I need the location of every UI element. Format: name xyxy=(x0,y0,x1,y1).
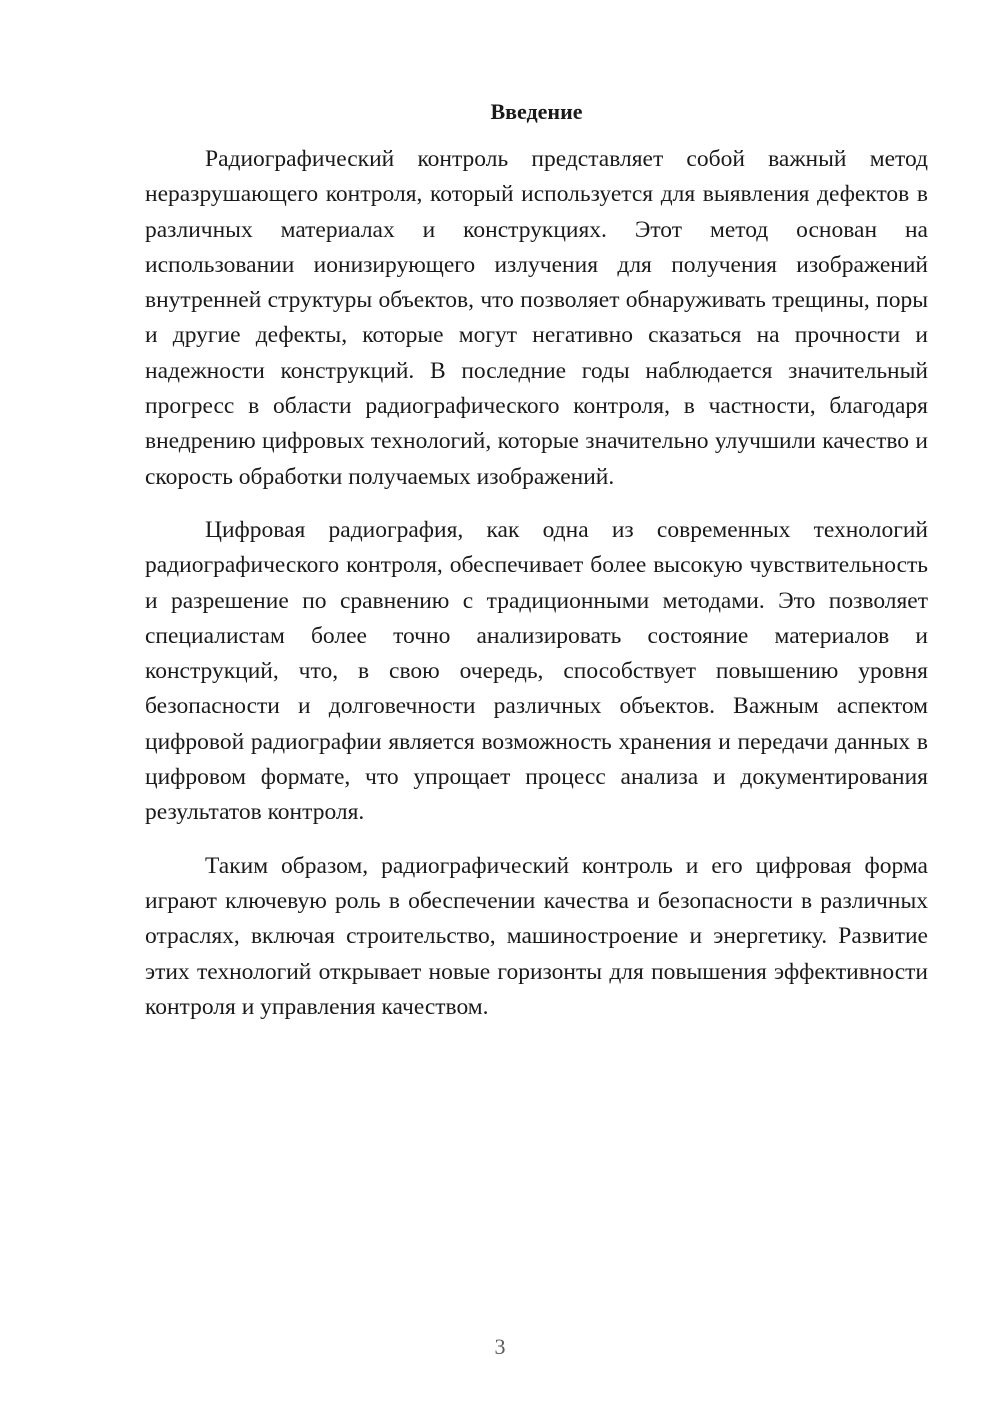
paragraph-conclusion: Таким образом, радиографический контроль и его цифровая форма играют ключевую роль в обеспечении качества и безопасности в различных отраслях, включая строительство, машиностроение и энергетику. Развитие этих технологий открывает новые горизонты для повышения эффективности контроля и управления качеством. xyxy=(145,852,928,1020)
page-number: 3 xyxy=(494,1334,506,1359)
paragraph-digital-radiography: Цифровая радиография, как одна из современных технологий радиографического контроля, обеспечивает более высокую чувствительность и разрешение по сравнению с традиционными методами. Это позволяет специалистам более точно анализировать состояние материалов и конструкций, что, в свою очередь, способствует повышению уровня безопасности и долговечности различных объектов. Важным аспектом цифровой радиографии является возможность хранения и передачи данных в цифровом формате, что упрощает процесс анализа и документирования результатов контроля. xyxy=(145,516,928,826)
document-body xyxy=(145,142,928,1043)
paragraph-intro: Радиографический контроль представляет собой важный метод неразрушающего контроля, который используется для выявления дефектов в различных материалах и конструкциях. Этот метод основан на использовании ионизирующего излучения для получения изображений внутренней структуры объектов, что позволяет обнаруживать трещины, поры и другие дефекты, которые могут негативно сказаться на прочности и надежности конструкций. В последние годы наблюдается значительный прогресс в области радиографического контроля, в частности, благодаря внедрению цифровых технологий, которые значительно улучшили качество и скорость обработки получаемых изображений. xyxy=(145,146,928,490)
page-title: Введение xyxy=(490,99,583,124)
